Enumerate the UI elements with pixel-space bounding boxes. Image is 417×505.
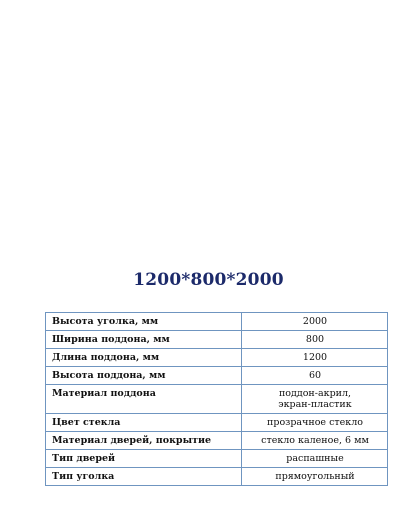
row-label: Длина поддона, мм	[46, 348, 242, 366]
row-value: поддон-акрил, экран-пластик	[242, 384, 388, 413]
row-label: Материал поддона	[46, 384, 242, 413]
table-row	[46, 467, 388, 485]
row-label: Высота поддона, мм	[46, 366, 242, 384]
row-value: 2000	[242, 313, 388, 331]
row-label: Высота уголка, мм	[46, 313, 242, 331]
row-value: прямоугольный	[242, 467, 388, 485]
row-label: Материал дверей, покрытие	[46, 431, 242, 449]
row-value: 60	[242, 366, 388, 384]
row-value: 1200	[242, 348, 388, 366]
table-row	[46, 330, 388, 348]
row-label: Цвет стекла	[46, 413, 242, 431]
row-label: Тип дверей	[46, 449, 242, 467]
specifications-table	[45, 312, 388, 486]
row-label: Тип уголка	[46, 467, 242, 485]
table-row	[46, 313, 388, 331]
table-row	[46, 449, 388, 467]
row-value: прозрачное стекло	[242, 413, 388, 431]
page-title: 1200*800*2000	[133, 270, 284, 290]
row-label: Ширина поддона, мм	[46, 330, 242, 348]
row-value: распашные	[242, 449, 388, 467]
table-row	[46, 431, 388, 449]
table-row	[46, 366, 388, 384]
table-row	[46, 384, 388, 413]
table-row	[46, 413, 388, 431]
row-value: 800	[242, 330, 388, 348]
row-value: стекло каленое, 6 мм	[242, 431, 388, 449]
table-row	[46, 348, 388, 366]
